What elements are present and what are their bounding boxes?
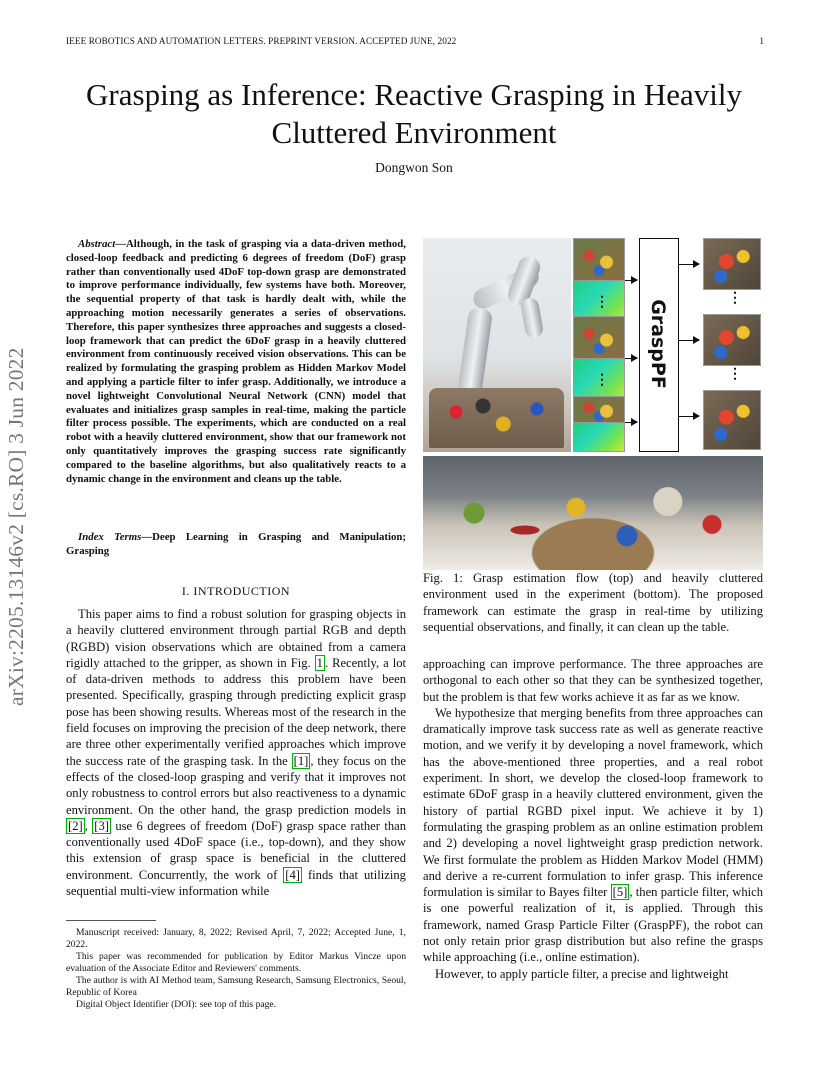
arxiv-stamp[interactable]: arXiv:2205.13146v2 [cs.RO] 3 Jun 2022 (4, 347, 28, 706)
figure-1 (423, 236, 763, 570)
abstract (66, 238, 406, 486)
footnotes (66, 927, 406, 1011)
ellipsis-dots: ⋮ (595, 373, 609, 388)
figure-top-panel (423, 236, 763, 452)
paragraph-hypothesis (423, 705, 763, 966)
index-terms (66, 531, 406, 559)
rgb-observation-1 (573, 238, 625, 282)
footnote-rule (66, 920, 156, 921)
depth-observation-3 (573, 422, 625, 452)
ellipsis-dots: ⋮ (728, 291, 742, 306)
arrow-out-2 (679, 340, 699, 341)
rgb-observation-3 (573, 396, 625, 424)
citation-link-2[interactable]: [2] (68, 818, 83, 833)
footnote-editor: This paper was recommended for publication by Editor Markus Vincze upon evaluation of the Associate Editor and Reviewers' comments. (66, 951, 406, 974)
figure-caption: Fig. 1: Grasp estimation flow (top) and heavily cluttered environment used in the experiment (bottom). The proposed framework can estimate the grasp in real-time by utilizing sequential observations, and finally, it can clean up the table. (423, 571, 763, 634)
grasp-output-2 (703, 314, 761, 366)
paragraph-particle-filter: However, to apply particle filter, a precise and lightweight (435, 966, 729, 981)
intro-segment: . Recently, a lot of data-driven methods to address this problem have been presented. Specifically, grasping through predicting explicit grasp pose has been showing results. Whereas most of the research in the field focuses on improving the precision of the deep network, there are three other experimentally verified approaches which improve the success rate of the grasping task. In the (66, 655, 406, 768)
intro-text (66, 606, 406, 899)
ellipsis-dots: ⋮ (728, 367, 742, 382)
intro-segment: , they focus on the effects of the closed-loop grasping and verify that it improves not only robustness to control errors but also reactiveness to a dynamic environment. On the other hand, the grasp prediction models in (66, 753, 406, 817)
intro-segment: , (84, 818, 93, 833)
index-terms-text: —Deep Learning in Grasping and Manipulation; Grasping (66, 531, 406, 557)
grasppf-label-wrap (639, 238, 677, 450)
citation-link-1[interactable]: [1] (293, 753, 309, 768)
hypothesis-segment: , then particle filter, which is one powerful realization of it, is applied. Through this framework, named Grasp Particle Filter (GraspPF), the robot can not only retain prior grasp distribution but also refine the grasps while approaching (i.e., online estimation). (423, 885, 764, 965)
grasp-output-1 (703, 238, 761, 290)
abstract-lead: Abstract (78, 238, 116, 250)
footnote-doi: Digital Object Identifier (DOI): see top of this page. (76, 999, 277, 1010)
index-terms-lead: Index Terms (78, 531, 142, 543)
section-heading: I. INTRODUCTION (181, 584, 291, 598)
intro-segment: finds that utilizing sequential multi-view information while (66, 867, 406, 899)
footnote-affiliation: The author is with AI Method team, Samsung Research, Samsung Electronics, Seoul, Republic of Korea (66, 975, 406, 998)
arrow-in-1 (625, 280, 637, 281)
running-head: IEEE ROBOTICS AND AUTOMATION LETTERS. PREPRINT VERSION. ACCEPTED JUNE, 2022 (66, 36, 457, 46)
citation-link-5[interactable]: [5] (612, 885, 628, 900)
arrow-in-2 (625, 358, 637, 359)
robot-arm-photo (423, 238, 571, 452)
right-column-text (423, 656, 763, 982)
grasppf-label: GraspPF (647, 299, 670, 389)
rgb-observation-2 (573, 316, 625, 360)
paper-title: Grasping as Inference: Reactive Grasping in Heavily Cluttered Environment (86, 77, 742, 150)
figure-ref-link[interactable]: 1 (316, 655, 323, 670)
paper-author: Dongwon Son (375, 160, 453, 175)
intro-segment: use 6 degrees of freedom (DoF) grasp space rather than conventionally used 4DoF space (i.e., top-down), and they show this extension of grasp space is beneficial in the cluttered environment. Concurrently, the work of (66, 818, 406, 882)
ellipsis-dots: ⋮ (595, 295, 609, 310)
abstract-text: —Although, in the task of grasping via a data-driven method, closed-loop feedback and predicting 6 degrees of freedom (DoF) grasp rather than conventionally used 4DoF top-down grasp are demonstrated to improve performance individually, few systems have both. Moreover, the sequential property of that task is hardly dealt with, while the approaching motion necessarily generates a series of observations. Therefore, this paper synthesizes three approaches and suggests a closed-loop framework that can predict the 6DoF grasp in a heavily cluttered environment from continuously received vision observations. This can be realized by formulating the grasping problem as Hidden Markov Model and applying a particle filter to infer grasp. Additionally, we introduce a novel lightweight Convolutional Neural Network (CNN) model that evaluates and initializes grasp samples in real-time, making the particle filter process possible. The experiments, which are conducted on a real robot with a heavily cluttered environment, show that our framework not only quantitatively improves the grasping success rate significantly compared to the baseline algorithms, but also qualitatively reacts to a dynamic change in the environment and cleans up the table. (66, 238, 406, 485)
cluttered-table-photo (423, 456, 763, 570)
intro-segment: This paper aims to find a robust solution for grasping objects in a heavily cluttered environment through partial RGB and depth (RGBD) vision observations which are obtained from a camera rigidly attached to the gripper, as shown in Fig. (66, 607, 406, 670)
hypothesis-segment: We hypothesize that merging benefits from three approaches can dramatically improve task success rate as well as generate reactive motion, and we verify it by developing a novel framework, which has the above-mentioned three properties, and a real robot experiment. In short, we develop the closed-loop framework to estimate 6DoF grasp in a heavily cluttered environment, given the history of partial RGBD pixel input. We achieve it by 1) formulating the grasping problem as an online estimation problem and 2) developing a novel lightweight grasp prediction network. We first formulate the problem as Hidden Markov Model (HMM) and derive a re-current formulation to infer grasp. This inference formulation is similar to Bayes filter (423, 705, 763, 900)
paragraph-continuation: approaching can improve performance. The three approaches are orthogonal to each other so that they can be synthesized together, but the problem is that few works achieve it as far as we know. (423, 657, 763, 704)
footnote-received: Manuscript received: January, 8, 2022; Revised April, 7, 2022; Accepted June, 1, 2022. (66, 927, 406, 950)
arrow-in-3 (625, 422, 637, 423)
citation-link-3[interactable]: [3] (94, 818, 109, 833)
citation-link-4[interactable]: [4] (285, 867, 300, 882)
page-number: 1 (759, 36, 764, 46)
grasp-output-3 (703, 390, 761, 450)
arrow-out-3 (679, 416, 699, 417)
arrow-out-1 (679, 264, 699, 265)
